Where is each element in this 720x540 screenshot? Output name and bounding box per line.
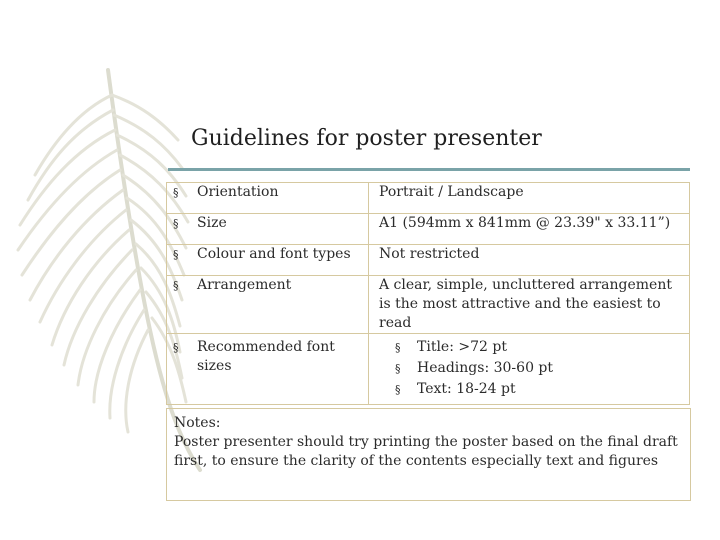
list-item: § Text: 18-24 pt: [395, 379, 689, 400]
bullet-icon: §: [173, 186, 179, 199]
list-item: § Title: >72 pt: [395, 337, 689, 358]
bullet-icon: §: [173, 341, 179, 354]
row-value: Portrait / Landscape: [379, 184, 524, 200]
notes-text: Poster presenter should try printing the poster based on the final draft first, to ensure the clarity of the contents especially text and figures: [174, 434, 678, 469]
row-value: Not restricted: [379, 246, 480, 262]
table-row: [167, 245, 690, 276]
list-item: § Headings: 30-60 pt: [395, 358, 689, 379]
row-label: Arrangement: [197, 277, 292, 293]
table-row: [167, 276, 690, 334]
table-row: [167, 214, 690, 245]
row-label: Orientation: [197, 184, 279, 200]
bullet-icon: §: [173, 217, 179, 230]
bullet-icon: §: [395, 383, 401, 396]
row-value: A1 (594mm x 841mm @ 23.39" x 33.11”): [379, 215, 671, 231]
row-label: Recommended font sizes: [197, 339, 335, 374]
bullet-icon: §: [173, 248, 179, 261]
page-title: Guidelines for poster presenter: [191, 126, 542, 151]
bullet-icon: §: [395, 341, 401, 354]
row-value: A clear, simple, uncluttered arrangement is the most attractive and the easiest to read: [379, 277, 672, 331]
row-label: Size: [197, 215, 227, 231]
table-row: [167, 334, 690, 405]
guidelines-table: [166, 182, 690, 405]
notes-box: [166, 408, 691, 501]
title-underline: [168, 168, 690, 171]
notes-heading: Notes:: [174, 415, 221, 431]
bullet-icon: §: [173, 279, 179, 292]
bullet-icon: §: [395, 362, 401, 375]
font-size-list: [369, 337, 689, 400]
table-row: [167, 183, 690, 214]
row-label: Colour and font types: [197, 246, 351, 262]
